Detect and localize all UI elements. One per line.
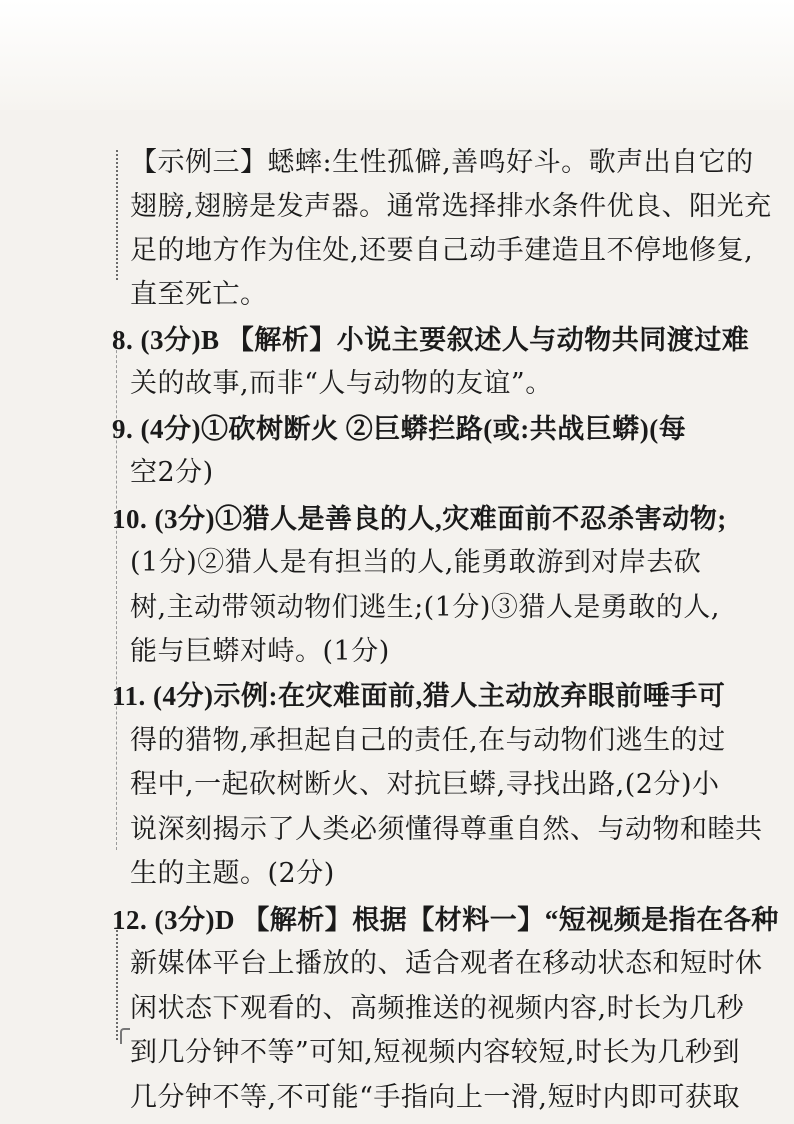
answer-11-line-2: 得的猎物,承担起自己的责任,在与动物们逃生的过 bbox=[130, 725, 726, 756]
binding-holes-bottom bbox=[116, 930, 118, 1040]
answer-11-line-5: 生的主题。(2分) bbox=[130, 858, 335, 889]
answer-12-line-5: 几分钟不等,不可能“手指向上一滑,短时内即可获取 bbox=[130, 1082, 740, 1113]
answer-10-line-4: 能与巨蟒对峙。(1分) bbox=[130, 636, 390, 667]
text-line: 翅膀,翅膀是发声器。通常选择排水条件优良、阳光充 bbox=[130, 191, 772, 222]
answer-11-line-3: 程中,一起砍树断火、对抗巨蟒,寻找出路,(2分)小 bbox=[130, 769, 720, 800]
binding-line-middle bbox=[116, 330, 117, 850]
answer-12-line-1: 12. (3分)D 【解析】根据【材料一】“短视频是指在各种 bbox=[112, 905, 779, 935]
answer-11-line-1: 11. (4分)示例:在灾难面前,猎人主动放弃眼前唾手可 bbox=[112, 681, 726, 711]
answer-12-line-2: 新媒体平台上播放的、适合观者在移动状态和短时休 bbox=[130, 948, 763, 979]
answer-8-line-1: 8. (3分)B 【解析】小说主要叙述人与动物共同渡过难 bbox=[112, 325, 750, 355]
text-line: 【示例三】蟋蟀:生性孤僻,善鸣好斗。歌声出自它的 bbox=[130, 147, 754, 178]
binding-holes-top bbox=[116, 150, 118, 280]
text-line: 直至死亡。 bbox=[130, 279, 268, 310]
page-corner-mark bbox=[120, 1028, 130, 1044]
text-line: 足的地方作为住处,还要自己动手建造且不停地修复, bbox=[130, 235, 754, 266]
answer-12-line-4: 到几分钟不等”可知,短视频内容较短,时长为几秒到 bbox=[130, 1037, 740, 1068]
scan-top-margin bbox=[0, 0, 794, 110]
answer-11-line-4: 说深刻揭示了人类必须懂得尊重自然、与动物和睦共 bbox=[130, 814, 763, 845]
answer-10-line-2: (1分)②猎人是有担当的人,能勇敢游到对岸去砍 bbox=[130, 547, 702, 578]
answer-9-line-1: 9. (4分)①砍树断火 ②巨蟒拦路(或:共战巨蟒)(每 bbox=[112, 414, 687, 444]
answer-8-line-2: 关的故事,而非“人与动物的友谊”。 bbox=[130, 368, 553, 399]
answer-10-line-3: 树,主动带领动物们逃生;(1分)③猎人是勇敢的人, bbox=[130, 592, 721, 623]
answer-12-line-3: 闲状态下观看的、高频推送的视频内容,时长为几秒 bbox=[130, 993, 745, 1024]
answer-9-line-2: 空2分) bbox=[130, 457, 214, 488]
answer-10-line-1: 10. (3分)①猎人是善良的人,灾难面前不忍杀害动物; bbox=[112, 504, 727, 534]
